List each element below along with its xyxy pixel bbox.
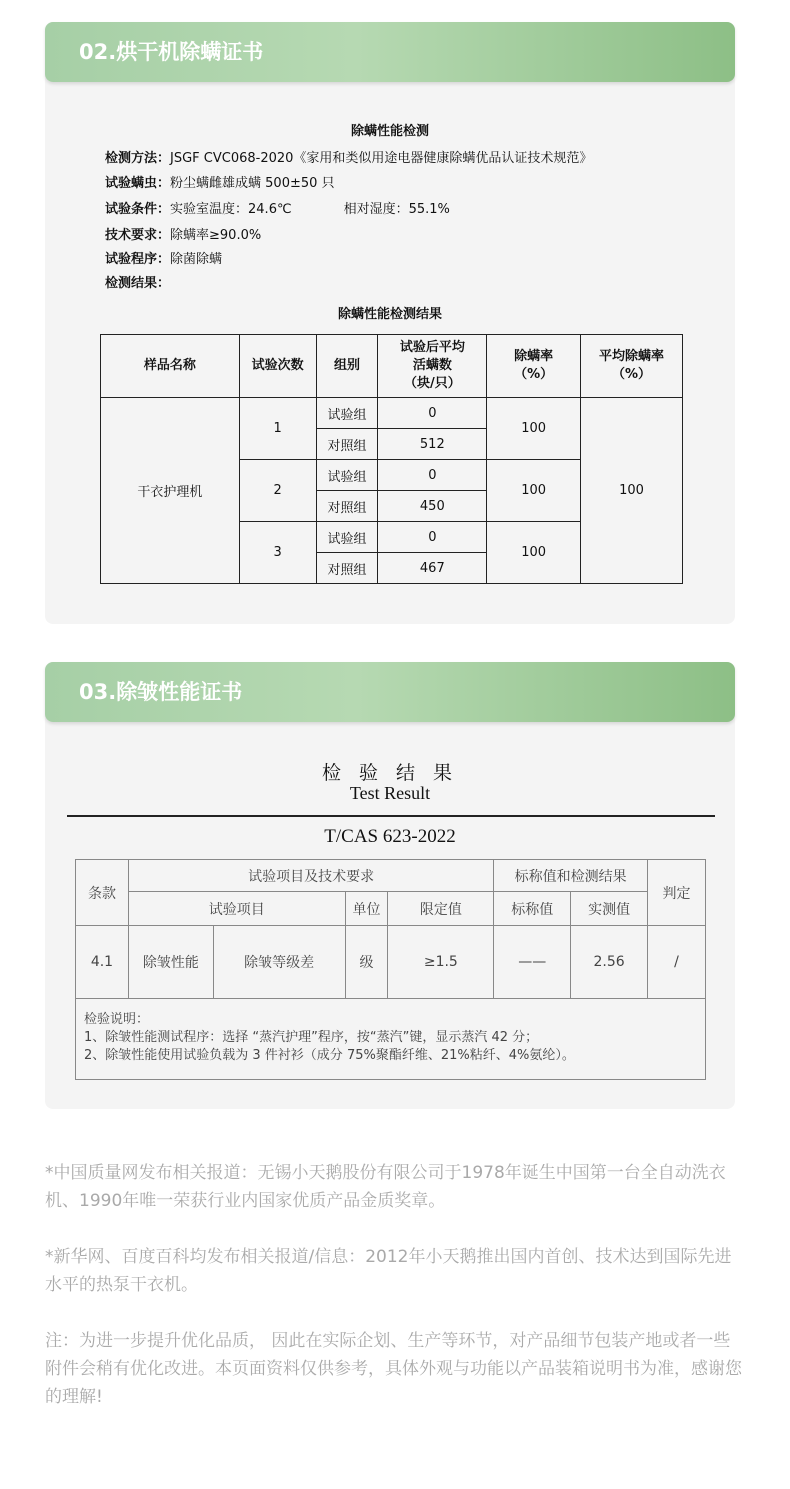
cell-count: 450	[378, 491, 487, 522]
field-result: 检测结果：	[105, 276, 171, 291]
cell-group: 对照组	[316, 491, 378, 522]
result-title-en: Test Result	[349, 783, 431, 803]
section-header-wrinkle: 03.除皱性能证书	[45, 662, 735, 722]
th-group: 组别	[316, 335, 378, 398]
mite-certificate-card	[45, 22, 735, 624]
cell-group: 对照组	[316, 553, 378, 584]
th-sample: 样品名称	[101, 335, 240, 398]
th-removal-rate: 除螨率 （%）	[487, 335, 581, 398]
mite-test-title: 除螨性能检测	[350, 124, 429, 139]
cell-group: 试验组	[316, 460, 378, 491]
wrinkle-certificate-card	[45, 662, 735, 1109]
field-conditions: 试验条件：实验室温度：24.6℃ 相对湿度：55.1%	[105, 202, 450, 217]
cell-avg-rate: 100	[581, 398, 683, 584]
th-judge: 判定	[648, 860, 706, 926]
cell-group: 试验组	[316, 398, 378, 429]
cell-trial: 1	[239, 398, 316, 460]
mite-results-table	[100, 334, 683, 584]
cell-group: 试验组	[316, 522, 378, 553]
cell-rate: 100	[487, 460, 581, 522]
table-header-row	[76, 860, 706, 892]
cell-trial: 2	[239, 460, 316, 522]
cell-sample: 干衣护理机	[101, 398, 240, 584]
cell-count: 0	[378, 398, 487, 429]
cell-count: 0	[378, 460, 487, 491]
cell-trial: 3	[239, 522, 316, 584]
th-limit: 限定值	[388, 892, 494, 926]
field-requirement: 技术要求：除螨率≥90.0%	[105, 228, 262, 243]
mite-results-title: 除螨性能检测结果	[337, 307, 442, 322]
cell-sub-item: 除皱等级差	[213, 926, 345, 999]
result-title-cn: 检 验 结 果	[321, 762, 459, 784]
standard-code: T/CAS 623-2022	[324, 826, 456, 847]
cell-rate: 100	[487, 522, 581, 584]
section-header-mite: 02.烘干机除螨证书	[45, 22, 735, 82]
field-method: 检测方法：JSGF CVC068-2020《家用和类似用途电器健康除螨优品认证技术规范》	[105, 151, 593, 166]
cell-measured: 2.56	[571, 926, 648, 999]
cell-clause: 4.1	[76, 926, 129, 999]
cell-group: 对照组	[316, 429, 378, 460]
field-program: 试验程序：除菌除螨	[105, 252, 223, 267]
table-row	[101, 398, 683, 429]
th-clause: 条款	[76, 860, 129, 926]
field-mite: 试验螨虫：粉尘螨雌雄成螨 500±50 只	[105, 176, 335, 191]
wrinkle-results-table	[75, 859, 706, 1080]
th-avg-removal-rate: 平均除螨率 （%）	[581, 335, 683, 398]
th-item: 试验项目	[128, 892, 345, 926]
cell-nominal: ——	[494, 926, 571, 999]
cell-rate: 100	[487, 398, 581, 460]
table-row	[76, 926, 706, 999]
footnote-2: *新华网、百度百科均发布相关报道/信息：2012年小天鹅推出国内首创、技术达到国际先进水平的热泵干衣机。	[45, 1247, 732, 1295]
table-header-row	[76, 892, 706, 926]
th-trial: 试验次数	[239, 335, 316, 398]
cell-count: 467	[378, 553, 487, 584]
table-header-row	[101, 335, 683, 398]
th-measured: 实测值	[571, 892, 648, 926]
th-avg-live-mites: 试验后平均 活螨数 （块/只）	[378, 335, 487, 398]
cell-count: 0	[378, 522, 487, 553]
cell-limit: ≥1.5	[388, 926, 494, 999]
test-notes: 检验说明： 1、除皱性能测试程序：选择 “蒸汽护理”程序，按“蒸汽”键，显示蒸汽 42 分； 2、除皱性能使用试验负载为 3 件衬衫（成分 75%聚酯纤维、21%粘纤、4%氨纶）。	[76, 999, 706, 1080]
cell-unit: 级	[345, 926, 388, 999]
divider	[67, 815, 715, 817]
th-nominal: 标称值	[494, 892, 571, 926]
cell-item: 除皱性能	[128, 926, 213, 999]
th-nominal-result: 标称值和检测结果	[494, 860, 648, 892]
th-items-req: 试验项目及技术要求	[128, 860, 493, 892]
th-unit: 单位	[345, 892, 388, 926]
cell-count: 512	[378, 429, 487, 460]
cell-judge: /	[648, 926, 706, 999]
footnote-3: 注：为进一步提升优化品质， 因此在实际企划、生产等环节，对产品细节包装产地或者一些附件会稍有优化改进。本页面资料仅供参考，具体外观与功能以产品装箱说明书为准，感谢您的理解!	[45, 1331, 742, 1407]
footnote-1: *中国质量网发布相关报道：无锡小天鹅股份有限公司于1978年诞生中国第一台全自动洗衣机、1990年唯一荣获行业内国家优质产品金质奖章。	[45, 1163, 726, 1211]
table-row	[76, 999, 706, 1080]
